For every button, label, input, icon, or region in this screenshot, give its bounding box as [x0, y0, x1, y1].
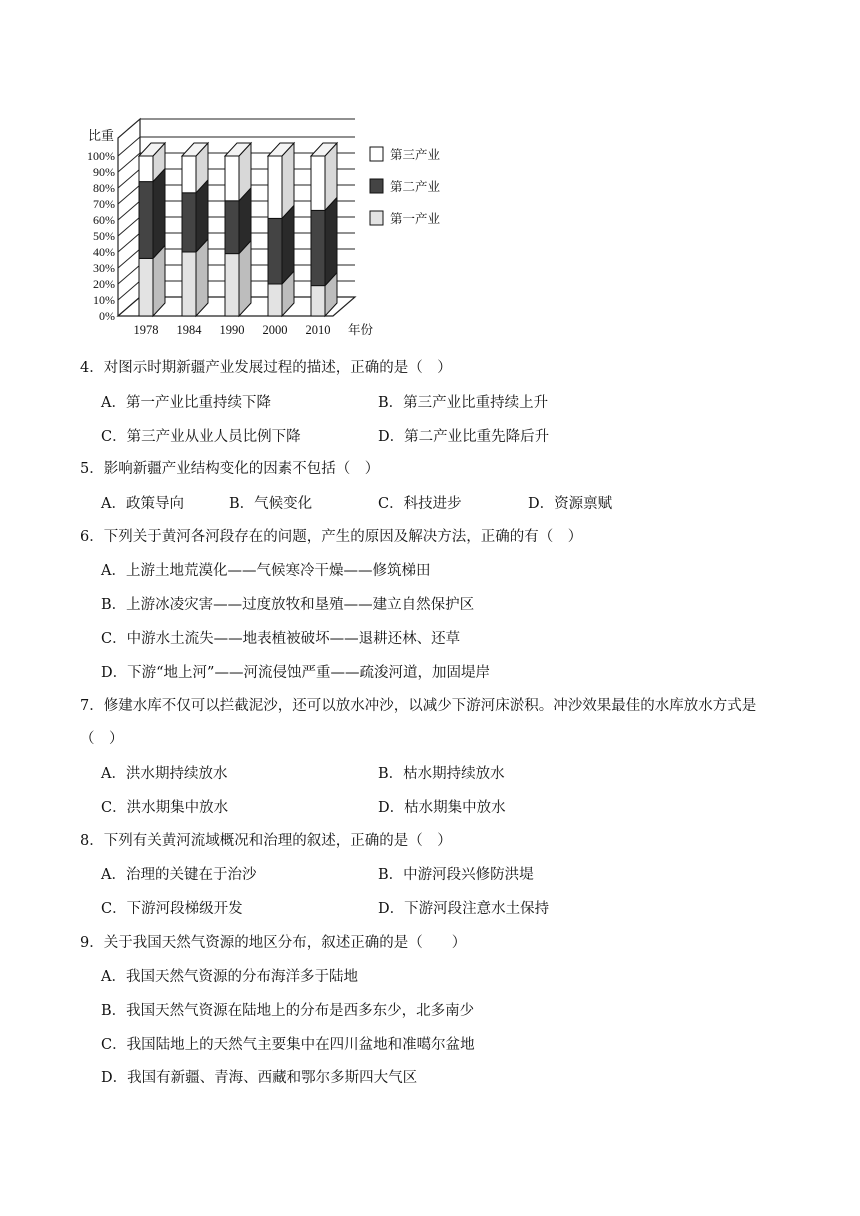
x-axis-label: 年份 [348, 323, 374, 337]
legend-label: 第三产业 [390, 148, 441, 162]
q4-option-b[interactable]: B．第三产业比重持续上升 [378, 395, 549, 411]
q5-option-d[interactable]: D．资源禀赋 [528, 496, 613, 512]
bar-segment [182, 156, 196, 193]
question-9-stem: 9．关于我国天然气资源的地区分布，叙述正确的是（ ） [80, 935, 467, 951]
question-4-stem: 4．对图示时期新疆产业发展过程的描述，正确的是（ ） [80, 360, 452, 376]
q8-option-c[interactable]: C．下游河段梯级开发 [101, 901, 243, 917]
q6-option-d[interactable]: D．下游“地上河”——河流侵蚀严重——疏浚河道，加固堤岸 [101, 665, 490, 681]
bar-segment-side [282, 205, 294, 284]
question-7-stem: 7．修建水库不仅可以拦截泥沙，还可以放水冲沙，以减少下游河床淤积。冲沙效果最佳的水库放水方式是 [80, 698, 757, 714]
y-tick-label: 70% [93, 197, 115, 211]
y-tick-label: 60% [93, 213, 115, 227]
legend-label: 第二产业 [390, 180, 441, 194]
grid-connector [118, 233, 140, 252]
bar-segment [311, 286, 325, 316]
q5-option-c[interactable]: C．科技进步 [378, 496, 462, 512]
q8-option-d[interactable]: D．下游河段注意水土保持 [378, 901, 550, 917]
bar-segment [225, 156, 239, 201]
y-tick-label: 100% [87, 149, 115, 163]
bar-segment [268, 156, 282, 218]
q7-option-c[interactable]: C．洪水期集中放水 [101, 800, 229, 816]
question-6-stem: 6．下列关于黄河各河段存在的问题，产生的原因及解决方法，正确的有（ ） [80, 529, 583, 545]
q9-option-c[interactable]: C．我国陆地上的天然气主要集中在四川盆地和准噶尔盆地 [101, 1037, 475, 1053]
bar-segment [268, 284, 282, 316]
bar-segment [139, 182, 153, 259]
q9-option-a[interactable]: A．我国天然气资源的分布海洋多于陆地 [101, 969, 358, 985]
grid-connector [118, 217, 140, 236]
q6-option-c[interactable]: C．中游水土流失——地表植被破坏——退耕还林、还草 [101, 631, 461, 647]
grid-connector [118, 249, 140, 268]
y-tick-label: 10% [93, 293, 115, 307]
q5-option-b[interactable]: B．气候变化 [229, 496, 313, 512]
y-tick-label: 90% [93, 165, 115, 179]
bar-segment [225, 201, 239, 254]
q6-option-b[interactable]: B．上游冰凌灾害——过度放牧和垦殖——建立自然保护区 [101, 597, 475, 613]
grid-connector [118, 169, 140, 188]
industry-structure-chart [80, 110, 480, 345]
bar-segment [268, 218, 282, 284]
q7-option-d[interactable]: D．枯水期集中放水 [378, 800, 506, 816]
x-tick-label: 2010 [305, 323, 331, 337]
q7-option-b[interactable]: B．枯水期持续放水 [378, 766, 505, 782]
grid-connector [118, 185, 140, 204]
q7-option-a[interactable]: A．洪水期持续放水 [101, 766, 228, 782]
y-tick-label: 80% [93, 181, 115, 195]
q9-option-d[interactable]: D．我国有新疆、青海、西藏和鄂尔多斯四大气区 [101, 1070, 418, 1086]
q8-option-b[interactable]: B．中游河段兴修防洪堤 [378, 867, 534, 883]
grid-connector [118, 201, 140, 220]
bar-segment [311, 156, 325, 210]
y-tick-label: 20% [93, 277, 115, 291]
bar-segment [182, 193, 196, 252]
q8-option-a[interactable]: A．治理的关键在于治沙 [101, 867, 257, 883]
legend-label: 第一产业 [390, 212, 441, 226]
legend-swatch [370, 179, 383, 193]
y-tick-label: 50% [93, 229, 115, 243]
bar-segment [139, 258, 153, 316]
y-tick-label: 30% [93, 261, 115, 275]
y-tick-label: 0% [99, 309, 115, 323]
q5-option-a[interactable]: A．政策导向 [101, 496, 184, 512]
bar-segment [225, 254, 239, 316]
bar-segment [182, 252, 196, 316]
y-tick-label: 40% [93, 245, 115, 259]
x-tick-label: 1984 [176, 323, 202, 337]
legend-swatch [370, 147, 383, 161]
q4-option-c[interactable]: C．第三产业从业人员比例下降 [101, 429, 301, 445]
q4-option-a[interactable]: A．第一产业比重持续下降 [101, 395, 271, 411]
q9-option-b[interactable]: B．我国天然气资源在陆地上的分布是西多东少，北多南少 [101, 1003, 475, 1019]
grid-connector [118, 137, 140, 156]
bar-segment [139, 156, 153, 182]
question-7-stem-continued: （ ） [80, 731, 124, 747]
legend-swatch [370, 211, 383, 225]
question-5-stem: 5．影响新疆产业结构变化的因素不包括（ ） [80, 461, 380, 477]
grid-connector [118, 153, 140, 172]
question-8-stem: 8．下列有关黄河流域概况和治理的叙述，正确的是（ ） [80, 833, 452, 849]
bar-segment [311, 210, 325, 285]
bar-segment-side [153, 169, 165, 259]
y-axis-label: 比重 [88, 128, 115, 143]
q6-option-a[interactable]: A．上游土地荒漠化——气候寒冷干燥——修筑梯田 [101, 563, 431, 579]
q4-option-d[interactable]: D．第二产业比重先降后升 [378, 429, 550, 445]
grid-connector [118, 281, 140, 300]
bar-segment-side [325, 197, 337, 285]
x-tick-label: 1978 [133, 323, 159, 337]
x-tick-label: 2000 [262, 323, 288, 337]
x-tick-label: 1990 [219, 323, 245, 337]
grid-connector [118, 265, 140, 284]
